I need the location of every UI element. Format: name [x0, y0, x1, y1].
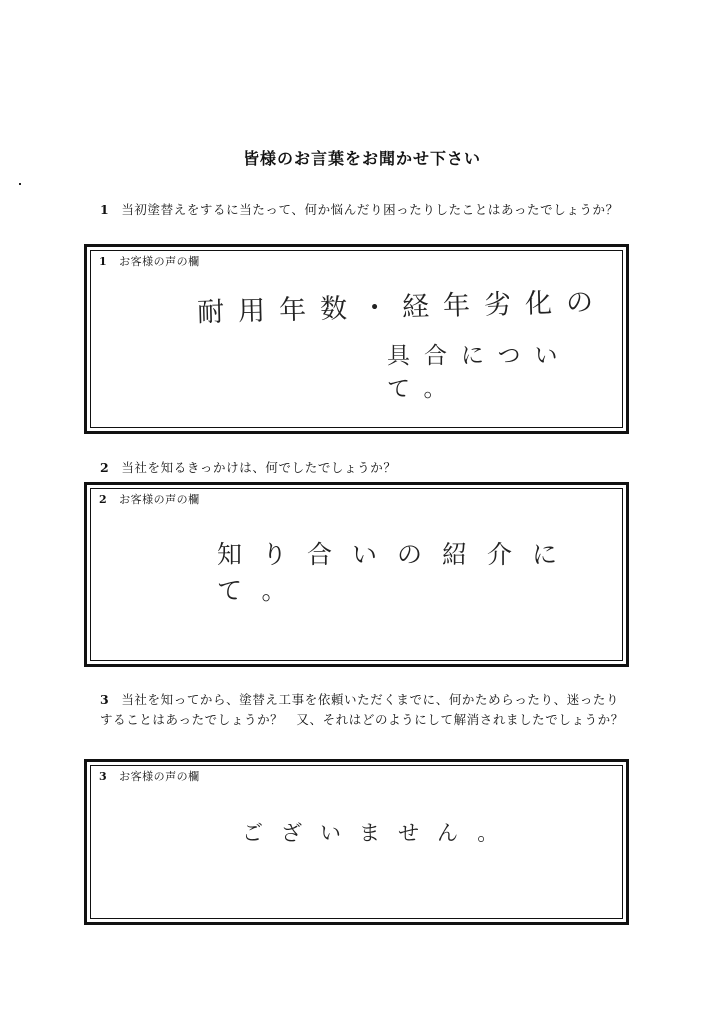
question-text: 当社を知るきっかけは、何でしたでしょうか？	[121, 460, 397, 475]
handwritten-answer-line: 具合について。	[387, 343, 572, 402]
question-3	[100, 690, 625, 730]
answer-box-number: 1	[99, 255, 108, 268]
handwritten-answer-line: ございません。	[242, 821, 517, 845]
scan-speck	[19, 183, 21, 185]
question-2	[100, 458, 625, 478]
handwritten-answer-line: 知り合いの紹介にて。	[217, 540, 578, 605]
answer-box-title: お客様の声の欄	[119, 493, 200, 506]
answer-box-label	[99, 768, 200, 784]
handwritten-answer-line: 耐用年数・経年劣化の	[196, 286, 608, 329]
answer-box-title: お客様の声の欄	[119, 770, 200, 783]
question-1	[100, 200, 625, 220]
answer-box-title: お客様の声の欄	[119, 255, 200, 268]
answer-box-1	[84, 244, 629, 434]
answer-box-2	[84, 482, 629, 667]
question-number: 2	[100, 460, 110, 475]
answer-box-label	[99, 253, 200, 269]
answer-box-label	[99, 491, 200, 507]
question-text: 当社を知ってから、塗替え工事を依頼いただくまでに、何かためらったり、迷ったりすることはあったでしょうか？ 又、それはどのようにして解消されましたでしょうか？	[100, 692, 624, 727]
page-title: 皆様のお言葉をお聞かせ下さい	[242, 149, 481, 168]
question-number: 3	[100, 692, 110, 707]
question-text: 当初塗替えをするに当たって、何か悩んだり困ったりしたことはあったでしょうか？	[121, 202, 619, 217]
answer-box-number: 3	[99, 770, 108, 783]
answer-box-3	[84, 759, 629, 925]
question-number: 1	[100, 202, 110, 217]
answer-box-number: 2	[99, 493, 108, 506]
